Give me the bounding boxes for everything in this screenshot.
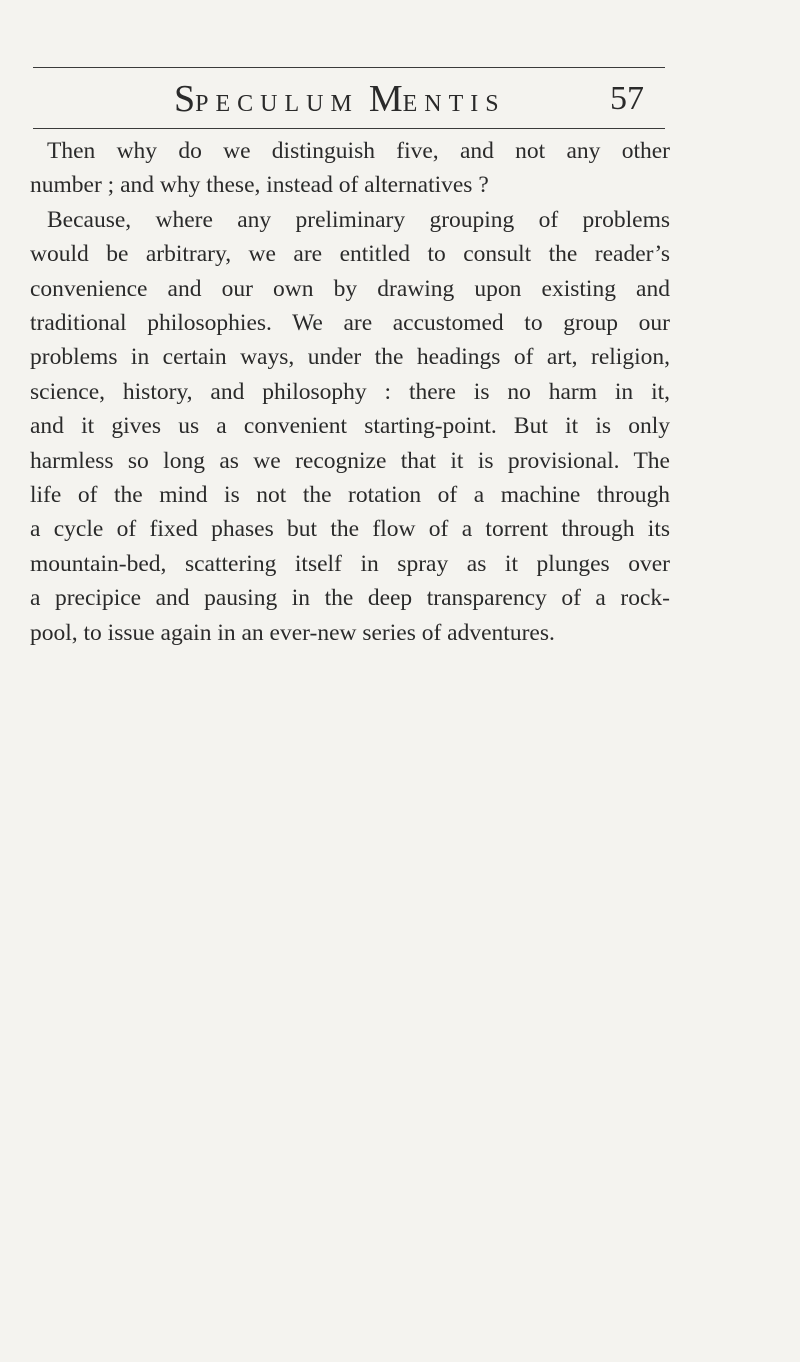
paragraph-2 bbox=[30, 203, 670, 650]
running-title bbox=[174, 73, 506, 130]
text-line: pool, to issue again in an ever-new series of adventures. bbox=[30, 619, 555, 646]
page-number: 57 bbox=[610, 80, 644, 117]
text-line: and it gives us a convenient starting-point. But it is only bbox=[30, 413, 670, 440]
text-line: would be arbitrary, we are entitled to consult the reader’s bbox=[30, 241, 670, 268]
title-word-2-rest: ENTIS bbox=[402, 91, 506, 117]
text-line: convenience and our own by drawing upon existing and bbox=[30, 275, 670, 302]
header-top-rule bbox=[33, 67, 665, 68]
title-word-1-rest: PECULUM bbox=[195, 91, 359, 117]
text-line: a precipice and pausing in the deep transparency of a rock- bbox=[30, 585, 670, 612]
running-head bbox=[174, 73, 506, 125]
text-line: science, history, and philosophy : there is no harm in it, bbox=[30, 378, 670, 405]
title-word-1-initial: S bbox=[174, 78, 196, 120]
title-word-2-initial: M bbox=[368, 78, 403, 120]
text-line: Because, where any preliminary grouping of problems bbox=[47, 206, 670, 233]
body-text bbox=[30, 134, 670, 650]
text-line: a cycle of fixed phases but the flow of a torrent through its bbox=[30, 516, 670, 543]
text-line: harmless so long as we recognize that it is provisional. The bbox=[30, 447, 670, 474]
text-line: number ; and why these, instead of alternatives ? bbox=[30, 172, 489, 199]
text-line: Then why do we distinguish five, and not any other bbox=[47, 138, 670, 164]
header-bottom-rule bbox=[33, 128, 665, 129]
text-line: problems in certain ways, under the headings of art, religion, bbox=[30, 344, 670, 371]
text-line: traditional philosophies. We are accustomed to group our bbox=[30, 310, 670, 337]
paragraph-1 bbox=[30, 134, 670, 203]
text-line: mountain-bed, scattering itself in spray as it plunges over bbox=[30, 550, 670, 577]
text-line: life of the mind is not the rotation of a machine through bbox=[30, 482, 670, 509]
